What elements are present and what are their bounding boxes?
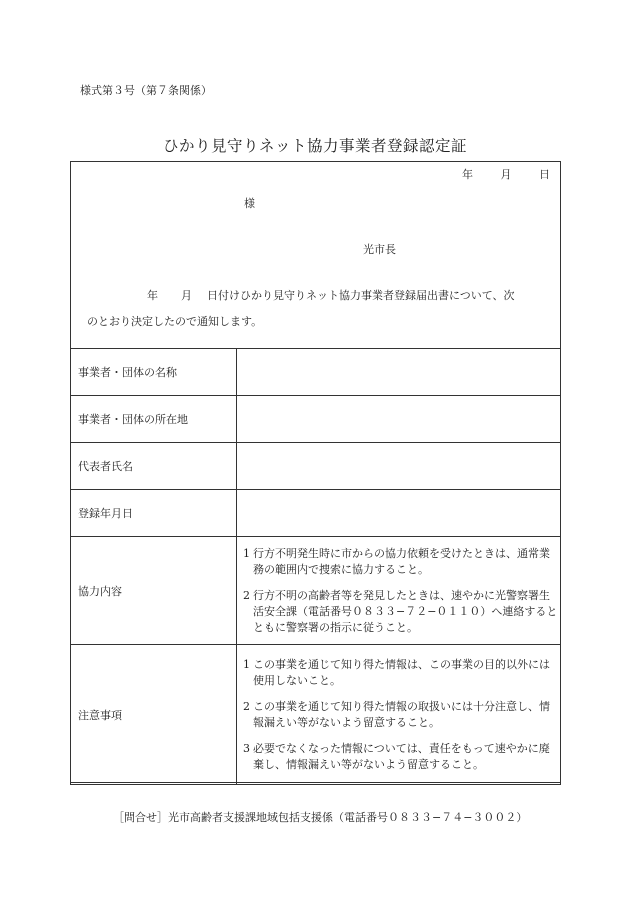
row-label-business-name: 事業者・団体の名称 [71,349,237,396]
date-month-label: 月 [500,168,512,181]
notes-content [237,645,561,785]
row-label-representative: 代表者氏名 [71,443,237,490]
row-label-cooperation: 協力内容 [71,537,237,645]
item-text: 行方不明の高齢者等を発見したときは、速やかに光警察署生活安全課（電話番号０８３３−７２−０１１０）へ連絡するとともに警察署の指示に従うこと。 [253,588,558,634]
item-number: 3 [243,741,250,755]
item-text: この事業を通じて知り得た情報の取扱いには十分注意し、情報漏えい等がないよう留意すること。 [253,699,550,729]
table-row [71,537,561,645]
item-number: 2 [243,588,250,602]
item-number: 2 [243,699,250,713]
notice-text-1: 日付けひかり見守りネット協力事業者登録届出書について、次 [207,289,515,302]
form-number: 様式第３号（第７条関係） [80,84,212,97]
item-text: 行方不明発生時に市からの協力依頼を受けたときは、通常業務の範囲内で捜索に協力すること。 [253,546,550,576]
notes-item [237,657,560,689]
date-year-label: 年 [462,168,473,181]
page-title: ひかり見守りネット協力事業者登録認定証 [162,137,467,155]
item-number: 1 [243,546,250,560]
row-label-notes: 注意事項 [71,645,237,785]
table-row [71,443,561,490]
item-text: 必要でなくなった情報については、責任をもって速やかに廃棄し、情報漏えい等がないよう留意すること。 [253,741,550,771]
notes-item [237,741,560,773]
row-value-address [237,396,561,443]
row-value-business-name [237,349,561,396]
row-label-registration-date: 登録年月日 [71,490,237,537]
item-text: この事業を通じて知り得た情報は、この事業の目的以外には使用しないこと。 [253,657,550,687]
notes-item [237,699,560,731]
notice-text-2: のとおり決定したので通知します。 [87,315,263,328]
table-row [71,396,561,443]
table-row [71,349,561,396]
cooperation-item [237,588,560,636]
certificate-frame [70,161,561,783]
certificate-table [70,348,561,785]
cooperation-content [237,537,561,645]
row-value-registration-date [237,490,561,537]
table-row [71,645,561,785]
notice-month-label: 月 [181,289,192,302]
item-number: 1 [243,657,250,671]
cooperation-item [237,546,560,578]
addressee-honorific: 様 [244,197,255,210]
row-label-address: 事業者・団体の所在地 [71,396,237,443]
table-row [71,490,561,537]
date-day-label: 日 [539,168,550,181]
row-value-representative [237,443,561,490]
notice-year-label: 年 [147,289,158,302]
issuer-name: 光市長 [363,243,396,256]
issue-date [462,166,550,182]
contact-footer: ［問合せ］光市高齢者支援課地域包括支援係（電話番号０８３３−７４−３００２） [113,811,528,824]
